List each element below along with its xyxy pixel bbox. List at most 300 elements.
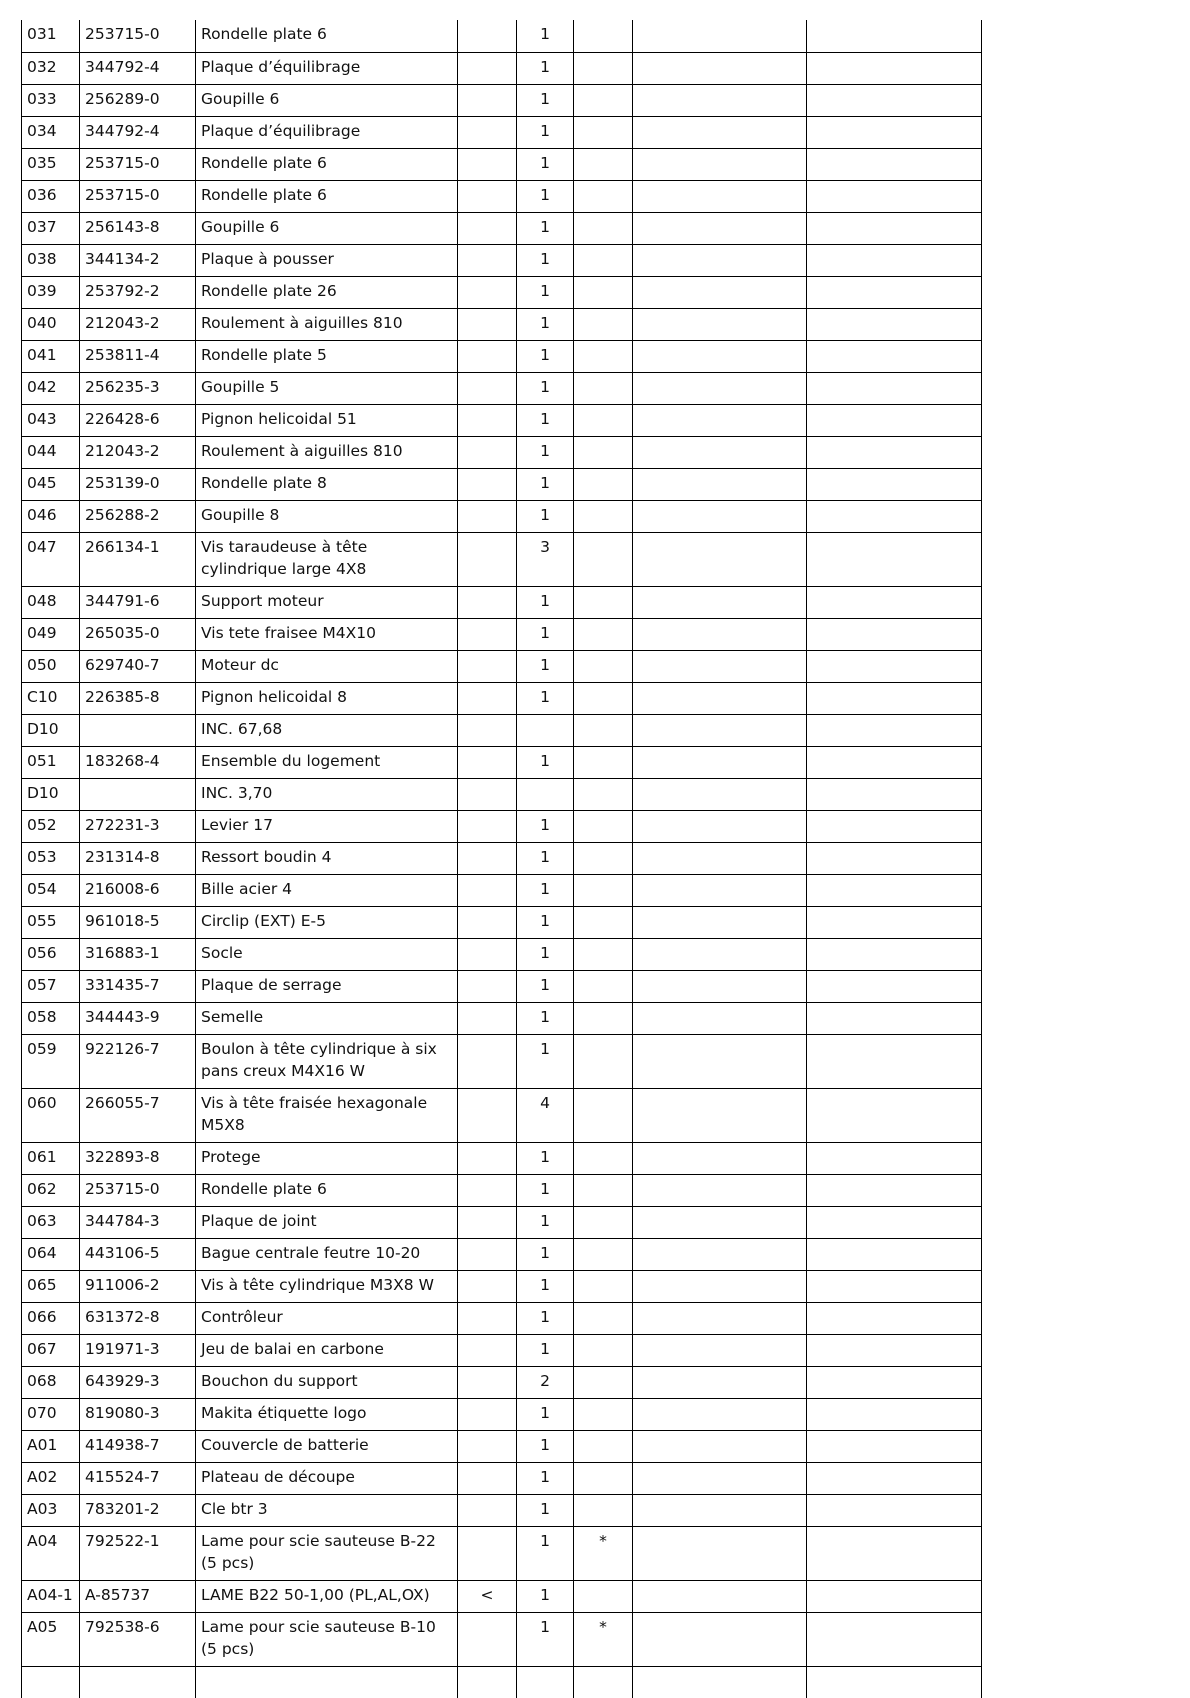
description-cell: Circlip (EXT) E-5 — [196, 906, 458, 938]
description-cell: Plaque de joint — [196, 1206, 458, 1238]
marker-cell — [458, 84, 517, 116]
marker-cell — [458, 746, 517, 778]
part-number-cell: 415524-7 — [80, 1462, 196, 1494]
quantity-cell: 1 — [517, 1206, 574, 1238]
table-row — [22, 1526, 982, 1580]
note-cell — [574, 746, 633, 778]
part-number-cell: 414938-7 — [80, 1430, 196, 1462]
note-cell — [574, 586, 633, 618]
empty-cell — [807, 372, 982, 404]
table-row — [22, 650, 982, 682]
note-cell: * — [574, 1612, 633, 1666]
marker-cell — [458, 308, 517, 340]
description-cell: Rondelle plate 6 — [196, 180, 458, 212]
marker-cell — [458, 1174, 517, 1206]
marker-cell — [458, 778, 517, 810]
part-number-cell: 183268-4 — [80, 746, 196, 778]
item-number-cell: D10 — [22, 714, 80, 746]
quantity-cell: 1 — [517, 340, 574, 372]
empty-cell — [574, 1666, 633, 1698]
empty-cell — [633, 1398, 807, 1430]
empty-cell — [633, 1462, 807, 1494]
note-cell — [574, 1334, 633, 1366]
item-number-cell: 062 — [22, 1174, 80, 1206]
table-row — [22, 180, 982, 212]
description-cell: Lame pour scie sauteuse B-10 (5 pcs) — [196, 1612, 458, 1666]
item-number-cell: 059 — [22, 1034, 80, 1088]
note-cell — [574, 682, 633, 714]
quantity-cell: 1 — [517, 1398, 574, 1430]
description-cell: Plaque d’équilibrage — [196, 116, 458, 148]
marker-cell — [458, 586, 517, 618]
empty-cell — [633, 148, 807, 180]
table-row — [22, 810, 982, 842]
item-number-cell: 061 — [22, 1142, 80, 1174]
empty-cell — [633, 84, 807, 116]
item-number-cell: 036 — [22, 180, 80, 212]
empty-cell — [807, 842, 982, 874]
table-row — [22, 340, 982, 372]
description-cell: Socle — [196, 938, 458, 970]
note-cell — [574, 1580, 633, 1612]
empty-cell — [633, 1580, 807, 1612]
part-number-cell: 344791-6 — [80, 586, 196, 618]
table-row — [22, 1174, 982, 1206]
part-number-cell: A-85737 — [80, 1580, 196, 1612]
marker-cell — [458, 1334, 517, 1366]
description-cell: Ressort boudin 4 — [196, 842, 458, 874]
note-cell — [574, 1494, 633, 1526]
part-number-cell: 253715-0 — [80, 180, 196, 212]
item-number-cell: D10 — [22, 778, 80, 810]
table-row — [22, 52, 982, 84]
quantity-cell: 1 — [517, 308, 574, 340]
table-row — [22, 436, 982, 468]
marker-cell — [458, 970, 517, 1002]
quantity-cell: 1 — [517, 436, 574, 468]
part-number-cell: 253715-0 — [80, 148, 196, 180]
quantity-cell: 1 — [517, 1174, 574, 1206]
note-cell: * — [574, 1526, 633, 1580]
note-cell — [574, 1174, 633, 1206]
empty-cell — [807, 1334, 982, 1366]
note-cell — [574, 148, 633, 180]
quantity-cell: 1 — [517, 116, 574, 148]
part-number-cell: 253811-4 — [80, 340, 196, 372]
empty-cell — [633, 1612, 807, 1666]
item-number-cell: 045 — [22, 468, 80, 500]
empty-cell — [633, 1002, 807, 1034]
empty-cell — [633, 404, 807, 436]
table-row — [22, 586, 982, 618]
note-cell — [574, 1366, 633, 1398]
marker-cell — [458, 180, 517, 212]
quantity-cell: 1 — [517, 1034, 574, 1088]
empty-cell — [807, 778, 982, 810]
part-number-cell: 253715-0 — [80, 1174, 196, 1206]
empty-cell — [633, 1526, 807, 1580]
note-cell — [574, 436, 633, 468]
empty-cell — [807, 586, 982, 618]
note-cell — [574, 1270, 633, 1302]
empty-cell — [807, 436, 982, 468]
part-number-cell: 216008-6 — [80, 874, 196, 906]
table-row — [22, 778, 982, 810]
empty-cell — [807, 618, 982, 650]
note-cell — [574, 372, 633, 404]
quantity-cell: 1 — [517, 1002, 574, 1034]
empty-cell — [807, 1206, 982, 1238]
note-cell — [574, 404, 633, 436]
empty-cell — [633, 746, 807, 778]
empty-cell — [196, 1666, 458, 1698]
marker-cell — [458, 244, 517, 276]
description-cell: INC. 3,70 — [196, 778, 458, 810]
quantity-cell: 2 — [517, 1366, 574, 1398]
empty-cell — [807, 714, 982, 746]
marker-cell — [458, 682, 517, 714]
description-cell: Plateau de découpe — [196, 1462, 458, 1494]
part-number-cell: 922126-7 — [80, 1034, 196, 1088]
description-cell: Levier 17 — [196, 810, 458, 842]
part-number-cell: 253139-0 — [80, 468, 196, 500]
empty-cell — [807, 20, 982, 52]
description-cell: Rondelle plate 8 — [196, 468, 458, 500]
marker-cell — [458, 116, 517, 148]
description-cell: Roulement à aiguilles 810 — [196, 308, 458, 340]
table-row — [22, 468, 982, 500]
marker-cell — [458, 1270, 517, 1302]
part-number-cell: 191971-3 — [80, 1334, 196, 1366]
marker-cell — [458, 842, 517, 874]
empty-cell — [807, 1302, 982, 1334]
empty-cell — [633, 1666, 807, 1698]
table-row — [22, 404, 982, 436]
description-cell: Makita étiquette logo — [196, 1398, 458, 1430]
item-number-cell: 056 — [22, 938, 80, 970]
empty-cell — [807, 1002, 982, 1034]
table-row — [22, 372, 982, 404]
table-row — [22, 116, 982, 148]
description-cell: Pignon helicoidal 8 — [196, 682, 458, 714]
part-number-cell: 344784-3 — [80, 1206, 196, 1238]
item-number-cell: 033 — [22, 84, 80, 116]
marker-cell — [458, 532, 517, 586]
empty-cell — [807, 1494, 982, 1526]
quantity-cell: 1 — [517, 84, 574, 116]
description-cell: Vis tete fraisee M4X10 — [196, 618, 458, 650]
marker-cell — [458, 1302, 517, 1334]
item-number-cell: 060 — [22, 1088, 80, 1142]
note-cell — [574, 874, 633, 906]
table-row — [22, 276, 982, 308]
description-cell: Bouchon du support — [196, 1366, 458, 1398]
empty-cell — [807, 148, 982, 180]
quantity-cell: 1 — [517, 212, 574, 244]
item-number-cell: 055 — [22, 906, 80, 938]
quantity-cell: 1 — [517, 1526, 574, 1580]
item-number-cell: 057 — [22, 970, 80, 1002]
table-row — [22, 148, 982, 180]
empty-cell — [633, 212, 807, 244]
part-number-cell: 256235-3 — [80, 372, 196, 404]
item-number-cell: A01 — [22, 1430, 80, 1462]
description-cell: Vis à tête cylindrique M3X8 W — [196, 1270, 458, 1302]
part-number-cell: 643929-3 — [80, 1366, 196, 1398]
part-number-cell — [80, 778, 196, 810]
quantity-cell: 1 — [517, 874, 574, 906]
part-number-cell: 819080-3 — [80, 1398, 196, 1430]
table-row — [22, 1302, 982, 1334]
note-cell — [574, 1238, 633, 1270]
empty-cell — [807, 500, 982, 532]
empty-cell — [633, 532, 807, 586]
empty-cell — [633, 938, 807, 970]
empty-cell — [807, 52, 982, 84]
quantity-cell: 1 — [517, 1462, 574, 1494]
empty-cell — [633, 714, 807, 746]
item-number-cell: 070 — [22, 1398, 80, 1430]
marker-cell — [458, 1366, 517, 1398]
empty-cell — [633, 906, 807, 938]
empty-cell — [633, 586, 807, 618]
table-row — [22, 1142, 982, 1174]
item-number-cell: 044 — [22, 436, 80, 468]
description-cell: Roulement à aiguilles 810 — [196, 436, 458, 468]
item-number-cell: 048 — [22, 586, 80, 618]
description-cell: Pignon helicoidal 51 — [196, 404, 458, 436]
quantity-cell: 1 — [517, 1142, 574, 1174]
quantity-cell: 1 — [517, 746, 574, 778]
description-cell: Contrôleur — [196, 1302, 458, 1334]
marker-cell — [458, 20, 517, 52]
empty-cell — [633, 308, 807, 340]
empty-cell — [807, 340, 982, 372]
note-cell — [574, 532, 633, 586]
table-row — [22, 500, 982, 532]
note-cell — [574, 500, 633, 532]
note-cell — [574, 938, 633, 970]
empty-cell — [807, 682, 982, 714]
marker-cell — [458, 1526, 517, 1580]
note-cell — [574, 1398, 633, 1430]
empty-cell — [807, 276, 982, 308]
table-row — [22, 714, 982, 746]
quantity-cell: 3 — [517, 532, 574, 586]
note-cell — [574, 1034, 633, 1088]
empty-cell — [633, 1366, 807, 1398]
note-cell — [574, 714, 633, 746]
empty-cell — [633, 1238, 807, 1270]
empty-cell — [633, 244, 807, 276]
marker-cell — [458, 148, 517, 180]
table-row — [22, 874, 982, 906]
description-cell: Support moteur — [196, 586, 458, 618]
description-cell: Jeu de balai en carbone — [196, 1334, 458, 1366]
empty-cell — [807, 1270, 982, 1302]
empty-cell — [458, 1666, 517, 1698]
table-row — [22, 1334, 982, 1366]
description-cell: Cle btr 3 — [196, 1494, 458, 1526]
empty-cell — [633, 340, 807, 372]
quantity-cell: 1 — [517, 938, 574, 970]
description-cell: Plaque à pousser — [196, 244, 458, 276]
empty-cell — [633, 1034, 807, 1088]
table-row — [22, 1398, 982, 1430]
empty-cell — [807, 938, 982, 970]
table-row — [22, 842, 982, 874]
note-cell — [574, 1088, 633, 1142]
quantity-cell: 1 — [517, 618, 574, 650]
note-cell — [574, 842, 633, 874]
item-number-cell: 053 — [22, 842, 80, 874]
empty-cell — [633, 116, 807, 148]
table-row — [22, 244, 982, 276]
item-number-cell: 065 — [22, 1270, 80, 1302]
item-number-cell: 058 — [22, 1002, 80, 1034]
table-row — [22, 1002, 982, 1034]
description-cell: Plaque de serrage — [196, 970, 458, 1002]
part-number-cell: 344792-4 — [80, 116, 196, 148]
quantity-cell: 1 — [517, 810, 574, 842]
note-cell — [574, 1002, 633, 1034]
quantity-cell: 1 — [517, 970, 574, 1002]
note-cell — [574, 116, 633, 148]
empty-cell — [807, 1398, 982, 1430]
description-cell: Vis à tête fraisée hexagonale M5X8 — [196, 1088, 458, 1142]
empty-cell — [633, 1088, 807, 1142]
item-number-cell: 043 — [22, 404, 80, 436]
marker-cell — [458, 404, 517, 436]
quantity-cell: 1 — [517, 404, 574, 436]
quantity-cell: 1 — [517, 20, 574, 52]
marker-cell — [458, 1238, 517, 1270]
empty-cell — [22, 1666, 80, 1698]
quantity-cell: 1 — [517, 682, 574, 714]
marker-cell — [458, 372, 517, 404]
part-number-cell: 212043-2 — [80, 436, 196, 468]
empty-cell — [633, 500, 807, 532]
quantity-cell: 1 — [517, 842, 574, 874]
empty-cell — [807, 1430, 982, 1462]
empty-cell — [807, 244, 982, 276]
marker-cell — [458, 52, 517, 84]
empty-cell — [807, 1580, 982, 1612]
quantity-cell: 1 — [517, 1580, 574, 1612]
note-cell — [574, 244, 633, 276]
note-cell — [574, 618, 633, 650]
quantity-cell: 1 — [517, 1612, 574, 1666]
item-number-cell: 041 — [22, 340, 80, 372]
description-cell: Goupille 5 — [196, 372, 458, 404]
part-number-cell: 253715-0 — [80, 20, 196, 52]
marker-cell — [458, 436, 517, 468]
table-row — [22, 20, 982, 52]
part-number-cell: 792522-1 — [80, 1526, 196, 1580]
part-number-cell: 256289-0 — [80, 84, 196, 116]
marker-cell — [458, 874, 517, 906]
quantity-cell: 1 — [517, 180, 574, 212]
note-cell — [574, 906, 633, 938]
table-row — [22, 1034, 982, 1088]
parts-table-body — [22, 20, 982, 1698]
description-cell: Lame pour scie sauteuse B-22 (5 pcs) — [196, 1526, 458, 1580]
part-number-cell: 629740-7 — [80, 650, 196, 682]
part-number-cell: 911006-2 — [80, 1270, 196, 1302]
part-number-cell: 265035-0 — [80, 618, 196, 650]
empty-cell — [633, 180, 807, 212]
item-number-cell: 067 — [22, 1334, 80, 1366]
description-cell: Rondelle plate 5 — [196, 340, 458, 372]
empty-cell — [807, 906, 982, 938]
marker-cell — [458, 1206, 517, 1238]
quantity-cell: 1 — [517, 1302, 574, 1334]
empty-cell — [807, 746, 982, 778]
empty-cell — [807, 404, 982, 436]
empty-cell — [807, 1142, 982, 1174]
empty-cell — [807, 1366, 982, 1398]
item-number-cell: 042 — [22, 372, 80, 404]
marker-cell — [458, 212, 517, 244]
marker-cell — [458, 1034, 517, 1088]
empty-cell — [807, 650, 982, 682]
empty-cell — [807, 1088, 982, 1142]
description-cell: Plaque d’équilibrage — [196, 52, 458, 84]
marker-cell — [458, 1430, 517, 1462]
note-cell — [574, 778, 633, 810]
quantity-cell: 1 — [517, 1270, 574, 1302]
table-row — [22, 532, 982, 586]
table-row — [22, 212, 982, 244]
part-number-cell: 344134-2 — [80, 244, 196, 276]
item-number-cell: 066 — [22, 1302, 80, 1334]
part-number-cell: 226428-6 — [80, 404, 196, 436]
description-cell: Moteur dc — [196, 650, 458, 682]
description-cell: Ensemble du logement — [196, 746, 458, 778]
table-row — [22, 1462, 982, 1494]
part-number-cell: 631372-8 — [80, 1302, 196, 1334]
description-cell: Goupille 8 — [196, 500, 458, 532]
description-cell: Goupille 6 — [196, 212, 458, 244]
empty-cell — [633, 650, 807, 682]
empty-cell — [633, 1334, 807, 1366]
part-number-cell: 344792-4 — [80, 52, 196, 84]
parts-list-sheet — [21, 20, 981, 1698]
quantity-cell: 1 — [517, 500, 574, 532]
item-number-cell: 047 — [22, 532, 80, 586]
marker-cell — [458, 1002, 517, 1034]
empty-cell — [807, 1238, 982, 1270]
part-number-cell: 792538-6 — [80, 1612, 196, 1666]
part-number-cell: 231314-8 — [80, 842, 196, 874]
empty-cell — [807, 1174, 982, 1206]
table-row — [22, 938, 982, 970]
empty-cell — [807, 1526, 982, 1580]
empty-cell — [633, 970, 807, 1002]
note-cell — [574, 20, 633, 52]
empty-cell — [807, 970, 982, 1002]
empty-cell — [633, 468, 807, 500]
description-cell: Rondelle plate 6 — [196, 148, 458, 180]
description-cell: INC. 67,68 — [196, 714, 458, 746]
quantity-cell: 1 — [517, 244, 574, 276]
table-row — [22, 1088, 982, 1142]
marker-cell — [458, 1398, 517, 1430]
part-number-cell: 212043-2 — [80, 308, 196, 340]
item-number-cell: 046 — [22, 500, 80, 532]
empty-cell — [807, 532, 982, 586]
empty-cell — [633, 682, 807, 714]
